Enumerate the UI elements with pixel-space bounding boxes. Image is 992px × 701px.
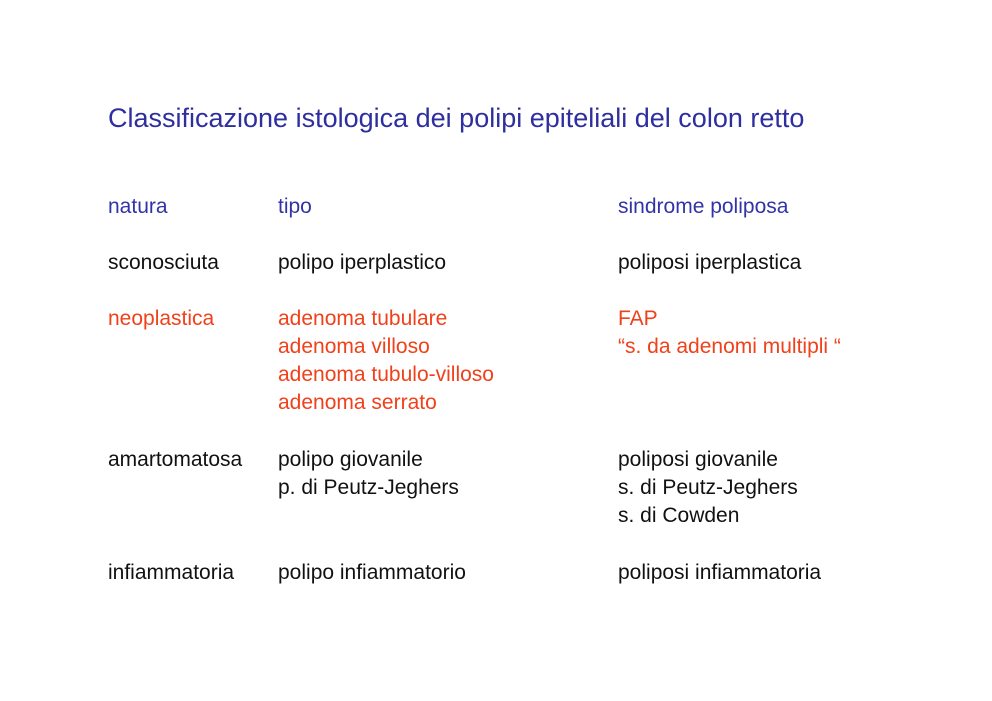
sindrome-item: “s. da adenomi multipli “ bbox=[618, 335, 841, 358]
slide-title: Classificazione istologica dei polipi epiteliali del colon retto bbox=[108, 103, 805, 133]
row-sconosciuta-sindrome bbox=[618, 249, 801, 277]
row-infiammatoria-natura: infiammatoria bbox=[108, 561, 235, 584]
row-neoplastica-sindrome bbox=[618, 305, 841, 361]
row-infiammatoria-tipo bbox=[278, 559, 466, 587]
row-neoplastica-tipo bbox=[278, 305, 494, 417]
tipo-item: adenoma tubulare bbox=[278, 307, 448, 330]
tipo-item: adenoma villoso bbox=[278, 335, 430, 358]
tipo-item: p. di Peutz-Jeghers bbox=[278, 476, 459, 499]
tipo-item: polipo iperplastico bbox=[278, 251, 447, 274]
header-sindrome: sindrome poliposa bbox=[618, 195, 789, 218]
row-amartomatosa-sindrome bbox=[618, 446, 798, 530]
header-tipo: tipo bbox=[278, 195, 312, 218]
row-amartomatosa-natura: amartomatosa bbox=[108, 448, 243, 471]
sindrome-item: poliposi iperplastica bbox=[618, 251, 802, 274]
header-natura: natura bbox=[108, 195, 168, 218]
row-infiammatoria-sindrome bbox=[618, 559, 821, 587]
sindrome-item: s. di Cowden bbox=[618, 504, 740, 527]
tipo-item: polipo giovanile bbox=[278, 448, 423, 471]
row-neoplastica-natura: neoplastica bbox=[108, 307, 215, 330]
tipo-item: adenoma serrato bbox=[278, 391, 437, 414]
sindrome-item: poliposi infiammatoria bbox=[618, 561, 822, 584]
row-amartomatosa-tipo bbox=[278, 446, 459, 502]
sindrome-item: s. di Peutz-Jeghers bbox=[618, 476, 798, 499]
row-sconosciuta-tipo bbox=[278, 249, 446, 277]
tipo-item: polipo infiammatorio bbox=[278, 561, 466, 584]
sindrome-item: FAP bbox=[618, 307, 658, 330]
tipo-item: adenoma tubulo-villoso bbox=[278, 363, 494, 386]
sindrome-item: poliposi giovanile bbox=[618, 448, 778, 471]
row-sconosciuta-natura: sconosciuta bbox=[108, 251, 219, 274]
